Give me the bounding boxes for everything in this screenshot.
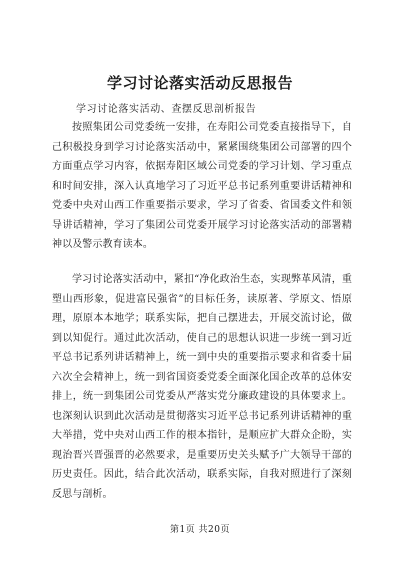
body-paragraph: 学习讨论落实活动中，紧扣“净化政治生态，实现弊革风清，重塑山西形象，促进富民强省”的目标任务，读原著、学原文、悟原理，原原本本地学；联系实际，把自己摆进去，开展交流讨论，做到以知促行。通过此次活动，使自己的思想认识进一步统一到习近平总书记系列讲话精神上，统一到中央的重要指示要求和省委十届六次全会精神上，统一到省国资委党委全面深化国企改革的总体安排上，统一到集团公司党委从严落实党分廉政建设的具体要求上。也深刻认识到此次活动是贯彻落实习近平总书记系列讲话精神的重大举措，党中央对山西工作的根本指针，是顺应扩大群众企盼，实现治晋兴晋强晋的必然要求，是重要历史关头赋予广大领导干部的历史责任。因此，结合此次活动，联系实际，自我对照进行了深刻反思与剖析。 — [52, 274, 352, 500]
document-title: 学习讨论落实活动反思报告 — [106, 74, 293, 92]
document-subtitle: 学习讨论落实活动、查摆反思剖析报告 — [76, 104, 257, 115]
page-number-footer: 第1页 共20页 — [169, 525, 231, 535]
body-paragraph: 按照集团公司党委统一安排，在寿阳公司党委直接指导下，自己积极投身到学习讨论落实活动中，紧紧围绕集团公司部署的四个方面重点学习内容，依据寿阳区域公司党委的学习计划、学习重点和时间安排，深入认真地学习了习近平总书记系列重要讲话精神和党委中央对山西工作重要指示要求，学习了省委、省国委文件和领导讲话精神，学习了集团公司党委开展学习讨论落实活动的部署精神以及警示教育读本。 — [52, 122, 352, 250]
